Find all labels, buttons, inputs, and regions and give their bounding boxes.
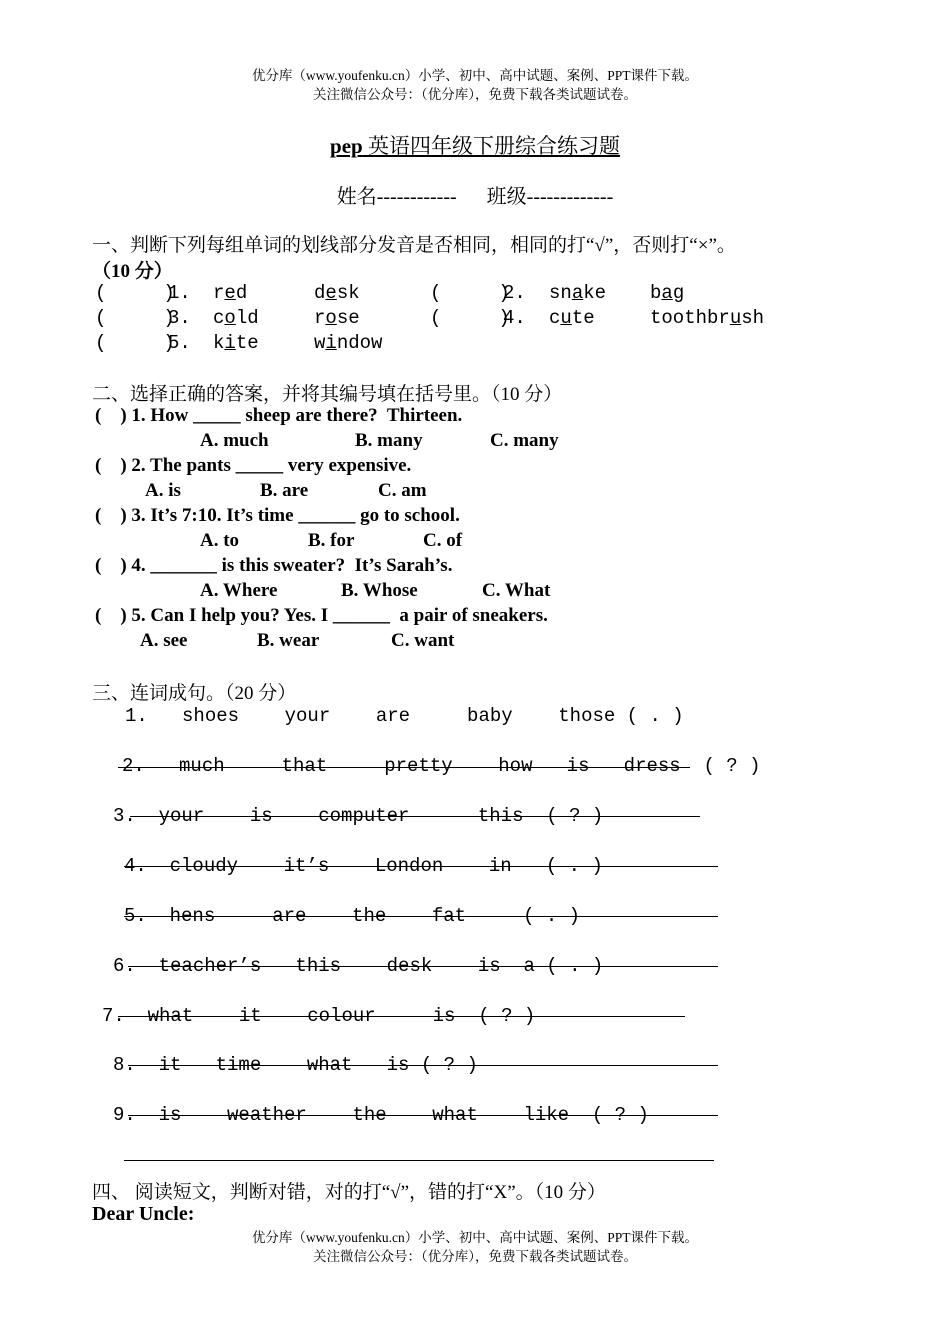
s2-question-3: ( ) 3. It’s 7:10. It’s time ______ go to school. [95, 505, 460, 526]
underlined-sound: e [325, 282, 337, 304]
s2-q3-option-a: A. to [200, 530, 240, 551]
name-class-line: 姓名------------ 班级------------- [336, 186, 614, 208]
s3-answer-line-9 [128, 1115, 718, 1116]
underlined-sound: a [571, 282, 584, 304]
page-title [0, 130, 950, 160]
section3-heading: 三、连词成句。（20 分） [92, 683, 297, 704]
s1-answer-paren[interactable]: ( ) [430, 307, 510, 329]
s3-item-8: 8. it time what is ( ? ) [113, 1054, 478, 1076]
s1-word-2: bag [650, 282, 685, 304]
title-prefix: pep [330, 134, 363, 158]
footer-line-2: 关注微信公众号：（优分库），免费下载各类试题试卷。 [313, 1249, 637, 1264]
s3-answer-line-final [124, 1160, 714, 1161]
underlined-sound: a [661, 282, 673, 304]
s2-q1-option-b: B. many [355, 430, 423, 451]
s2-q5-option-c: C. want [391, 630, 455, 651]
s3-item-4: 4. cloudy it’s London in ( . ) [124, 855, 603, 877]
section1-score: （10 分） [92, 261, 173, 282]
s2-question-5: ( ) 5. Can I help you? Yes. I ______ a pair of sneakers. [95, 605, 548, 626]
s1-word-2: rose [314, 307, 360, 329]
s3-answer-line-2 [118, 767, 690, 768]
s2-q4-option-b: B. Whose [341, 580, 418, 601]
s1-answer-paren[interactable]: ( ) [95, 282, 175, 304]
s2-q5-option-b: B. wear [257, 630, 320, 651]
s1-item-number: 2. [503, 282, 526, 304]
s3-item-7: 7. what it colour is ( ? ) [102, 1005, 536, 1027]
s2-question-1: ( ) 1. How _____ sheep are there? Thirteen. [95, 405, 463, 426]
s3-item-5: 5. hens are the fat ( . ) [124, 905, 581, 927]
s2-question-2: ( ) 2. The pants _____ very expensive. [95, 455, 412, 476]
s2-q2-option-c: C. am [378, 480, 427, 501]
s1-answer-paren[interactable]: ( ) [95, 307, 175, 329]
s2-q2-option-a: A. is [145, 480, 181, 501]
s3-answer-line-7 [118, 1016, 685, 1017]
section1-heading: 一、判断下列每组单词的划线部分发音是否相同，相同的打“√”，否则打“×”。 [92, 235, 736, 256]
s2-q5-option-a: A. see [140, 630, 188, 651]
s3-answer-line-6 [128, 966, 718, 967]
s1-word-1: cute [549, 307, 595, 329]
s2-q2-option-b: B. are [260, 480, 309, 501]
s2-q3-option-c: C. of [423, 530, 463, 551]
underlined-sound: u [729, 307, 742, 329]
s1-word-2: window [314, 332, 383, 354]
section2-heading: 二、选择正确的答案，并将其编号填在括号里。（10 分） [92, 384, 563, 405]
s3-item-2: 2. much that pretty how is dress ( ? ) [122, 755, 761, 777]
s2-q4-option-a: A. Where [200, 580, 278, 601]
s1-item-number: 5. [168, 332, 191, 354]
s2-q1-option-a: A. much [200, 430, 269, 451]
s1-item-number: 1. [168, 282, 191, 304]
s1-answer-paren[interactable]: ( ) [430, 282, 510, 304]
letter-greeting: Dear Uncle: [92, 1203, 195, 1225]
underlined-sound: o [224, 307, 236, 329]
s1-item-number: 3. [168, 307, 191, 329]
s3-answer-line-5 [124, 916, 718, 917]
underlined-sound: i [224, 332, 236, 354]
header-line-1: 优分库（www.youfenku.cn）小学、初中、高中试题、案例、PPT课件下载。 [251, 68, 699, 83]
title-text: 英语四年级下册综合练习题 [362, 134, 620, 158]
underlined-sound: o [325, 307, 337, 329]
s3-answer-line-4 [124, 866, 718, 867]
s2-q4-option-c: C. What [482, 580, 551, 601]
footer-line-1: 优分库（www.youfenku.cn）小学、初中、高中试题、案例、PPT课件下载。 [251, 1230, 699, 1245]
s1-item-number: 4. [503, 307, 526, 329]
s2-question-4: ( ) 4. _______ is this sweater? It’s Sarah’s. [95, 555, 453, 576]
header-line-2: 关注微信公众号：（优分库），免费下载各类试题试卷。 [313, 87, 637, 102]
s3-item-6: 6. teacher’s this desk is a ( . ) [113, 955, 604, 977]
s3-answer-line-3 [130, 816, 700, 817]
s1-word-2: toothbrush [650, 307, 765, 329]
s2-q1-option-c: C. many [490, 430, 559, 451]
s2-q3-option-b: B. for [308, 530, 355, 551]
s1-answer-paren[interactable]: ( ) [95, 332, 175, 354]
s3-item-9: 9. is weather the what like ( ? ) [113, 1104, 649, 1126]
s3-item-3: 3. your is computer this ( ? ) [113, 805, 604, 827]
s1-word-2: desk [314, 282, 360, 304]
s1-word-1: snake [549, 282, 607, 304]
s3-item-1: 1. shoes your are baby those ( . ) [125, 705, 684, 727]
underlined-sound: u [560, 307, 572, 329]
underlined-sound: i [325, 332, 337, 354]
s1-word-1: red [213, 282, 248, 304]
s1-word-1: kite [213, 332, 259, 354]
s1-word-1: cold [213, 307, 259, 329]
s3-answer-line-8 [128, 1065, 718, 1066]
underlined-sound: e [224, 282, 236, 304]
section4-heading: 四、 阅读短文，判断对错，对的打“√”，错的打“X”。（10 分） [92, 1182, 606, 1203]
